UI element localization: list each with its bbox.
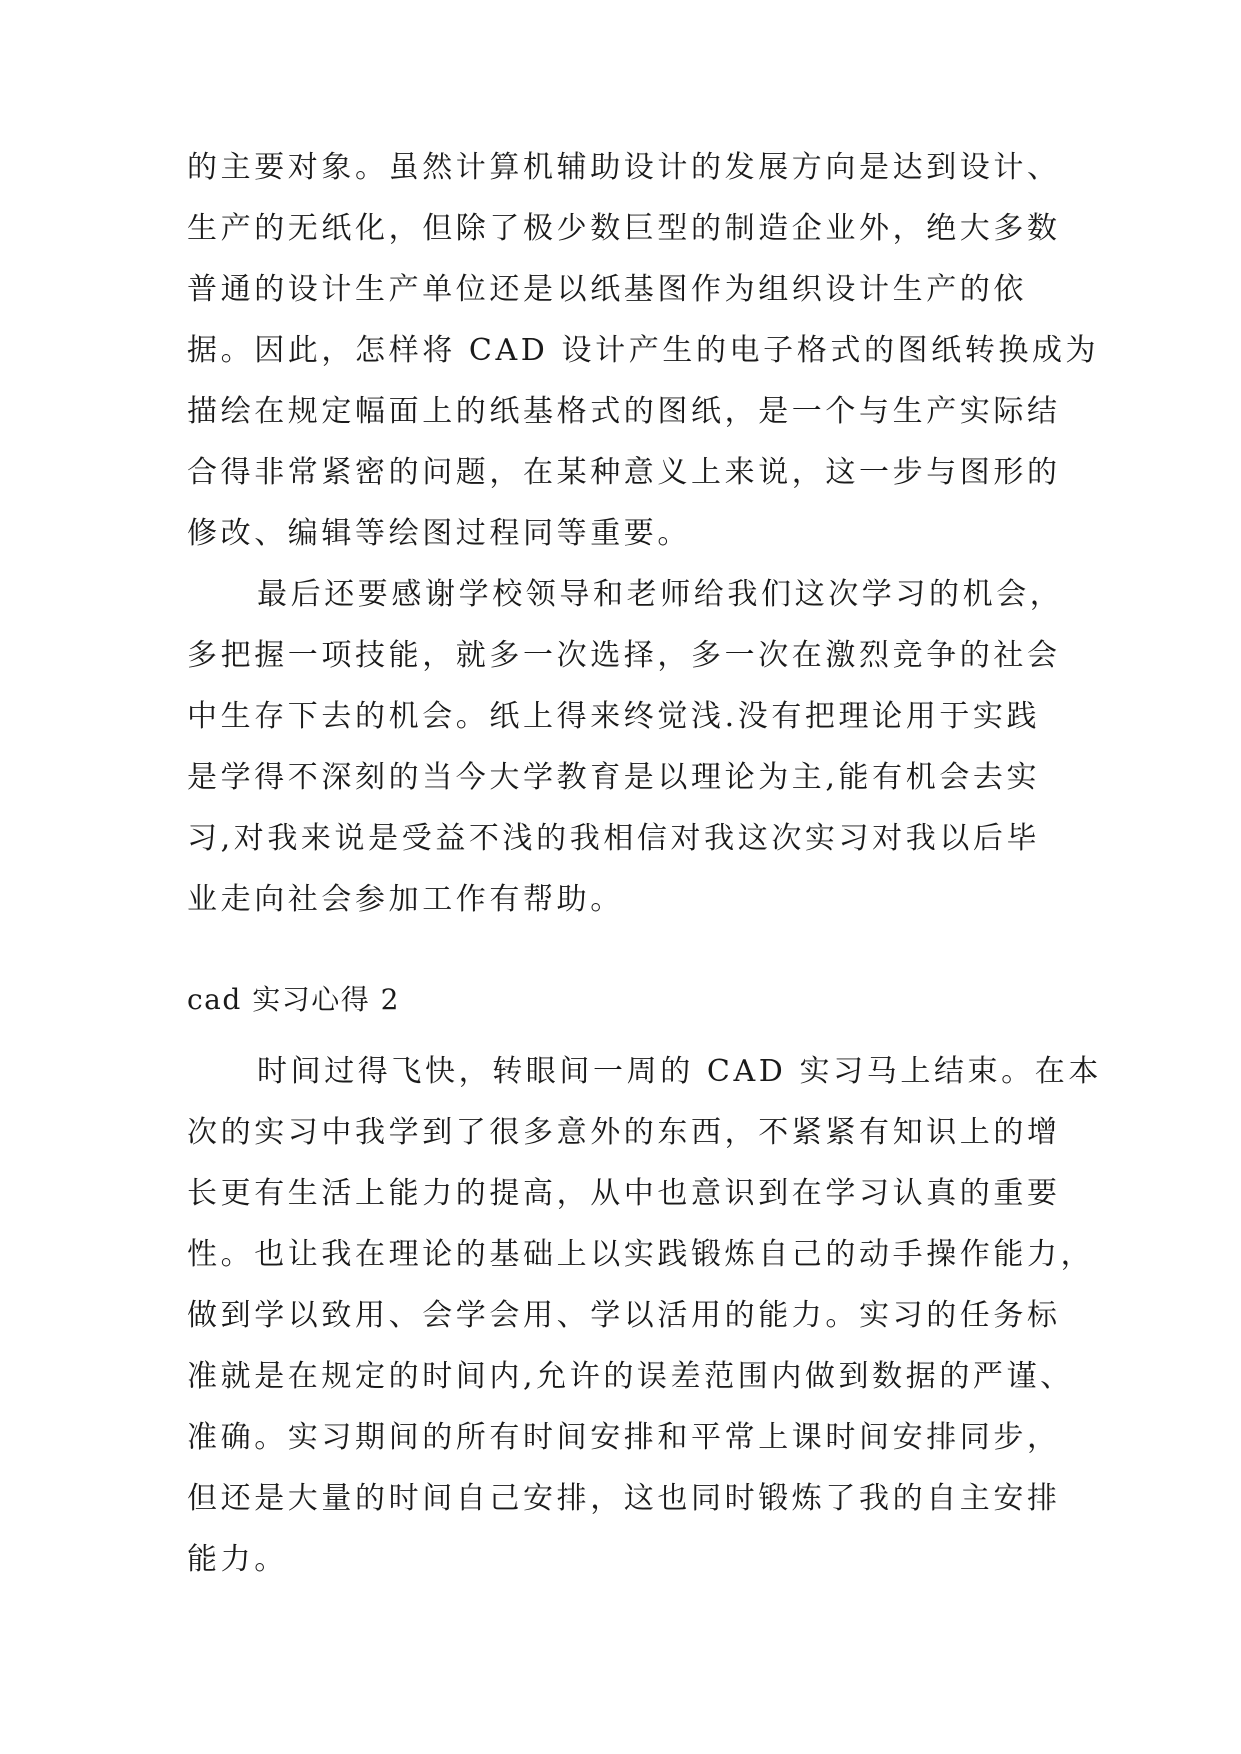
paragraph-line: 普通的设计生产单位还是以纸基图作为组织设计生产的依 bbox=[187, 272, 1027, 307]
section-heading: cad 实习心得 2 bbox=[187, 983, 400, 1016]
paragraph-line: 时间过得飞快，转眼间一周的 CAD 实习马上结束。在本 bbox=[257, 1054, 1102, 1089]
paragraph-line: 合得非常紧密的问题，在某种意义上来说，这一步与图形的 bbox=[187, 455, 1061, 490]
paragraph-line: 是学得不深刻的当今大学教育是以理论为主,能有机会去实 bbox=[187, 760, 1041, 795]
paragraph-line: 中生存下去的机会。纸上得来终觉浅.没有把理论用于实践 bbox=[187, 699, 1041, 734]
paragraph-line: 习,对我来说是受益不浅的我相信对我这次实习对我以后毕 bbox=[187, 821, 1041, 856]
paragraph-line: 最后还要感谢学校领导和老师给我们这次学习的机会， bbox=[257, 577, 1064, 612]
paragraph-line: 修改、编辑等绘图过程同等重要。 bbox=[187, 516, 691, 551]
paragraph-line: 但还是大量的时间自己安排，这也同时锻炼了我的自主安排 bbox=[187, 1481, 1061, 1516]
paragraph-line: 做到学以致用、会学会用、学以活用的能力。实习的任务标 bbox=[187, 1298, 1061, 1333]
paragraph-line: 长更有生活上能力的提高，从中也意识到在学习认真的重要 bbox=[187, 1176, 1061, 1211]
paragraph-line: 描绘在规定幅面上的纸基格式的图纸，是一个与生产实际结 bbox=[187, 394, 1061, 429]
paragraph-line: 能力。 bbox=[187, 1542, 288, 1577]
paragraph-line: 准就是在规定的时间内,允许的误差范围内做到数据的严谨、 bbox=[187, 1359, 1074, 1394]
paragraph-line: 多把握一项技能，就多一次选择，多一次在激烈竞争的社会 bbox=[187, 638, 1061, 673]
paragraph-line: 准确。实习期间的所有时间安排和平常上课时间安排同步， bbox=[187, 1420, 1061, 1455]
paragraph-line: 次的实习中我学到了很多意外的东西，不紧紧有知识上的增 bbox=[187, 1115, 1061, 1150]
paragraph-line: 的主要对象。虽然计算机辅助设计的发展方向是达到设计、 bbox=[187, 150, 1061, 185]
paragraph-1 bbox=[187, 137, 1100, 564]
section-heading-block bbox=[187, 980, 1067, 1020]
paragraph-line: 业走向社会参加工作有帮助。 bbox=[187, 882, 624, 917]
paragraph-3 bbox=[187, 1041, 1102, 1590]
paragraph-line: 据。因此，怎样将 CAD 设计产生的电子格式的图纸转换成为 bbox=[187, 333, 1100, 368]
paragraph-line: 性。也让我在理论的基础上以实践锻炼自己的动手操作能力， bbox=[187, 1237, 1095, 1272]
paragraph-2 bbox=[187, 564, 1067, 930]
paragraph-line: 生产的无纸化，但除了极少数巨型的制造企业外，绝大多数 bbox=[187, 211, 1061, 246]
